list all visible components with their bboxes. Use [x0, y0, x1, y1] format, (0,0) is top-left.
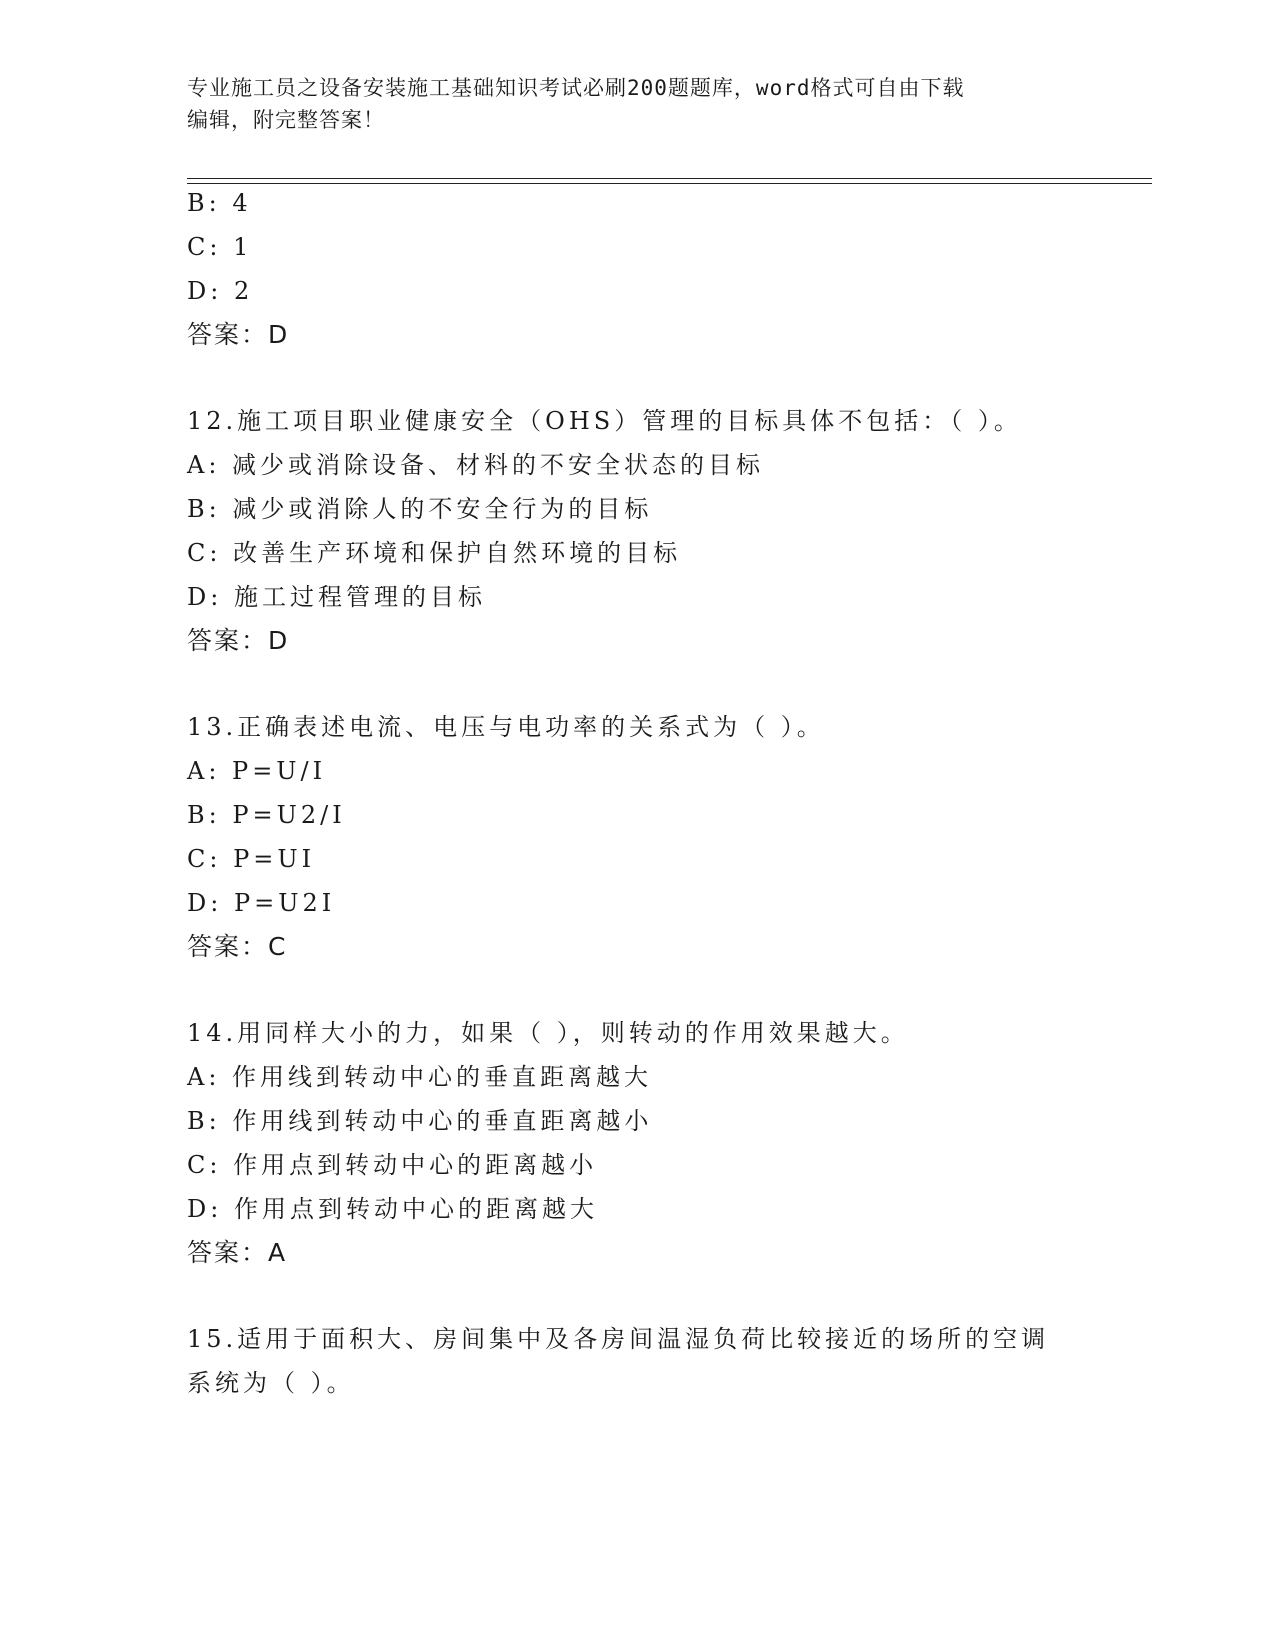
question-stem-line-1: 15.适用于面积大、房间集中及各房间温湿负荷比较接近的场所的空调 [187, 1325, 1050, 1353]
option-d: D: 2 [187, 277, 254, 305]
option-b: B: 4 [187, 189, 252, 217]
option-c: C: 1 [187, 233, 253, 261]
option-c: C: 改善生产环境和保护自然环境的目标 [187, 539, 682, 567]
option-d: D: 施工过程管理的目标 [187, 583, 486, 611]
answer: 答案：D [187, 626, 290, 655]
option-d: D: 作用点到转动中心的距离越大 [187, 1195, 598, 1223]
option-b: B: 减少或消除人的不安全行为的目标 [187, 495, 653, 523]
option-a: A: 减少或消除设备、材料的不安全状态的目标 [187, 451, 765, 479]
answer: 答案：D [187, 320, 290, 349]
option-a: A: P=U/I [187, 757, 327, 785]
page-header [187, 72, 1067, 136]
header-title-line-2: 编辑，附完整答案！ [187, 108, 385, 132]
header-divider [187, 178, 1152, 184]
option-c: C: 作用点到转动中心的距离越小 [187, 1151, 598, 1179]
answer: 答案：C [187, 932, 288, 961]
option-c: C: P=UI [187, 845, 316, 873]
option-d: D: P=U2I [187, 889, 336, 917]
question-stem: 13.正确表述电流、电压与电功率的关系式为（ ）。 [187, 713, 825, 741]
option-b: B: 作用线到转动中心的垂直距离越小 [187, 1107, 653, 1135]
question-stem-line-2: 系统为（ ）。 [187, 1369, 355, 1397]
option-b: B: P=U2/I [187, 801, 346, 829]
question-stem: 12.施工项目职业健康安全（OHS）管理的目标具体不包括：（ ）。 [187, 407, 1022, 435]
option-a: A: 作用线到转动中心的垂直距离越大 [187, 1063, 653, 1091]
header-title-line-1: 专业施工员之设备安装施工基础知识考试必刷200题题库，word格式可自由下载 [187, 76, 965, 100]
question-stem: 14.用同样大小的力，如果（ ），则转动的作用效果越大。 [187, 1019, 909, 1047]
answer: 答案：A [187, 1238, 288, 1267]
